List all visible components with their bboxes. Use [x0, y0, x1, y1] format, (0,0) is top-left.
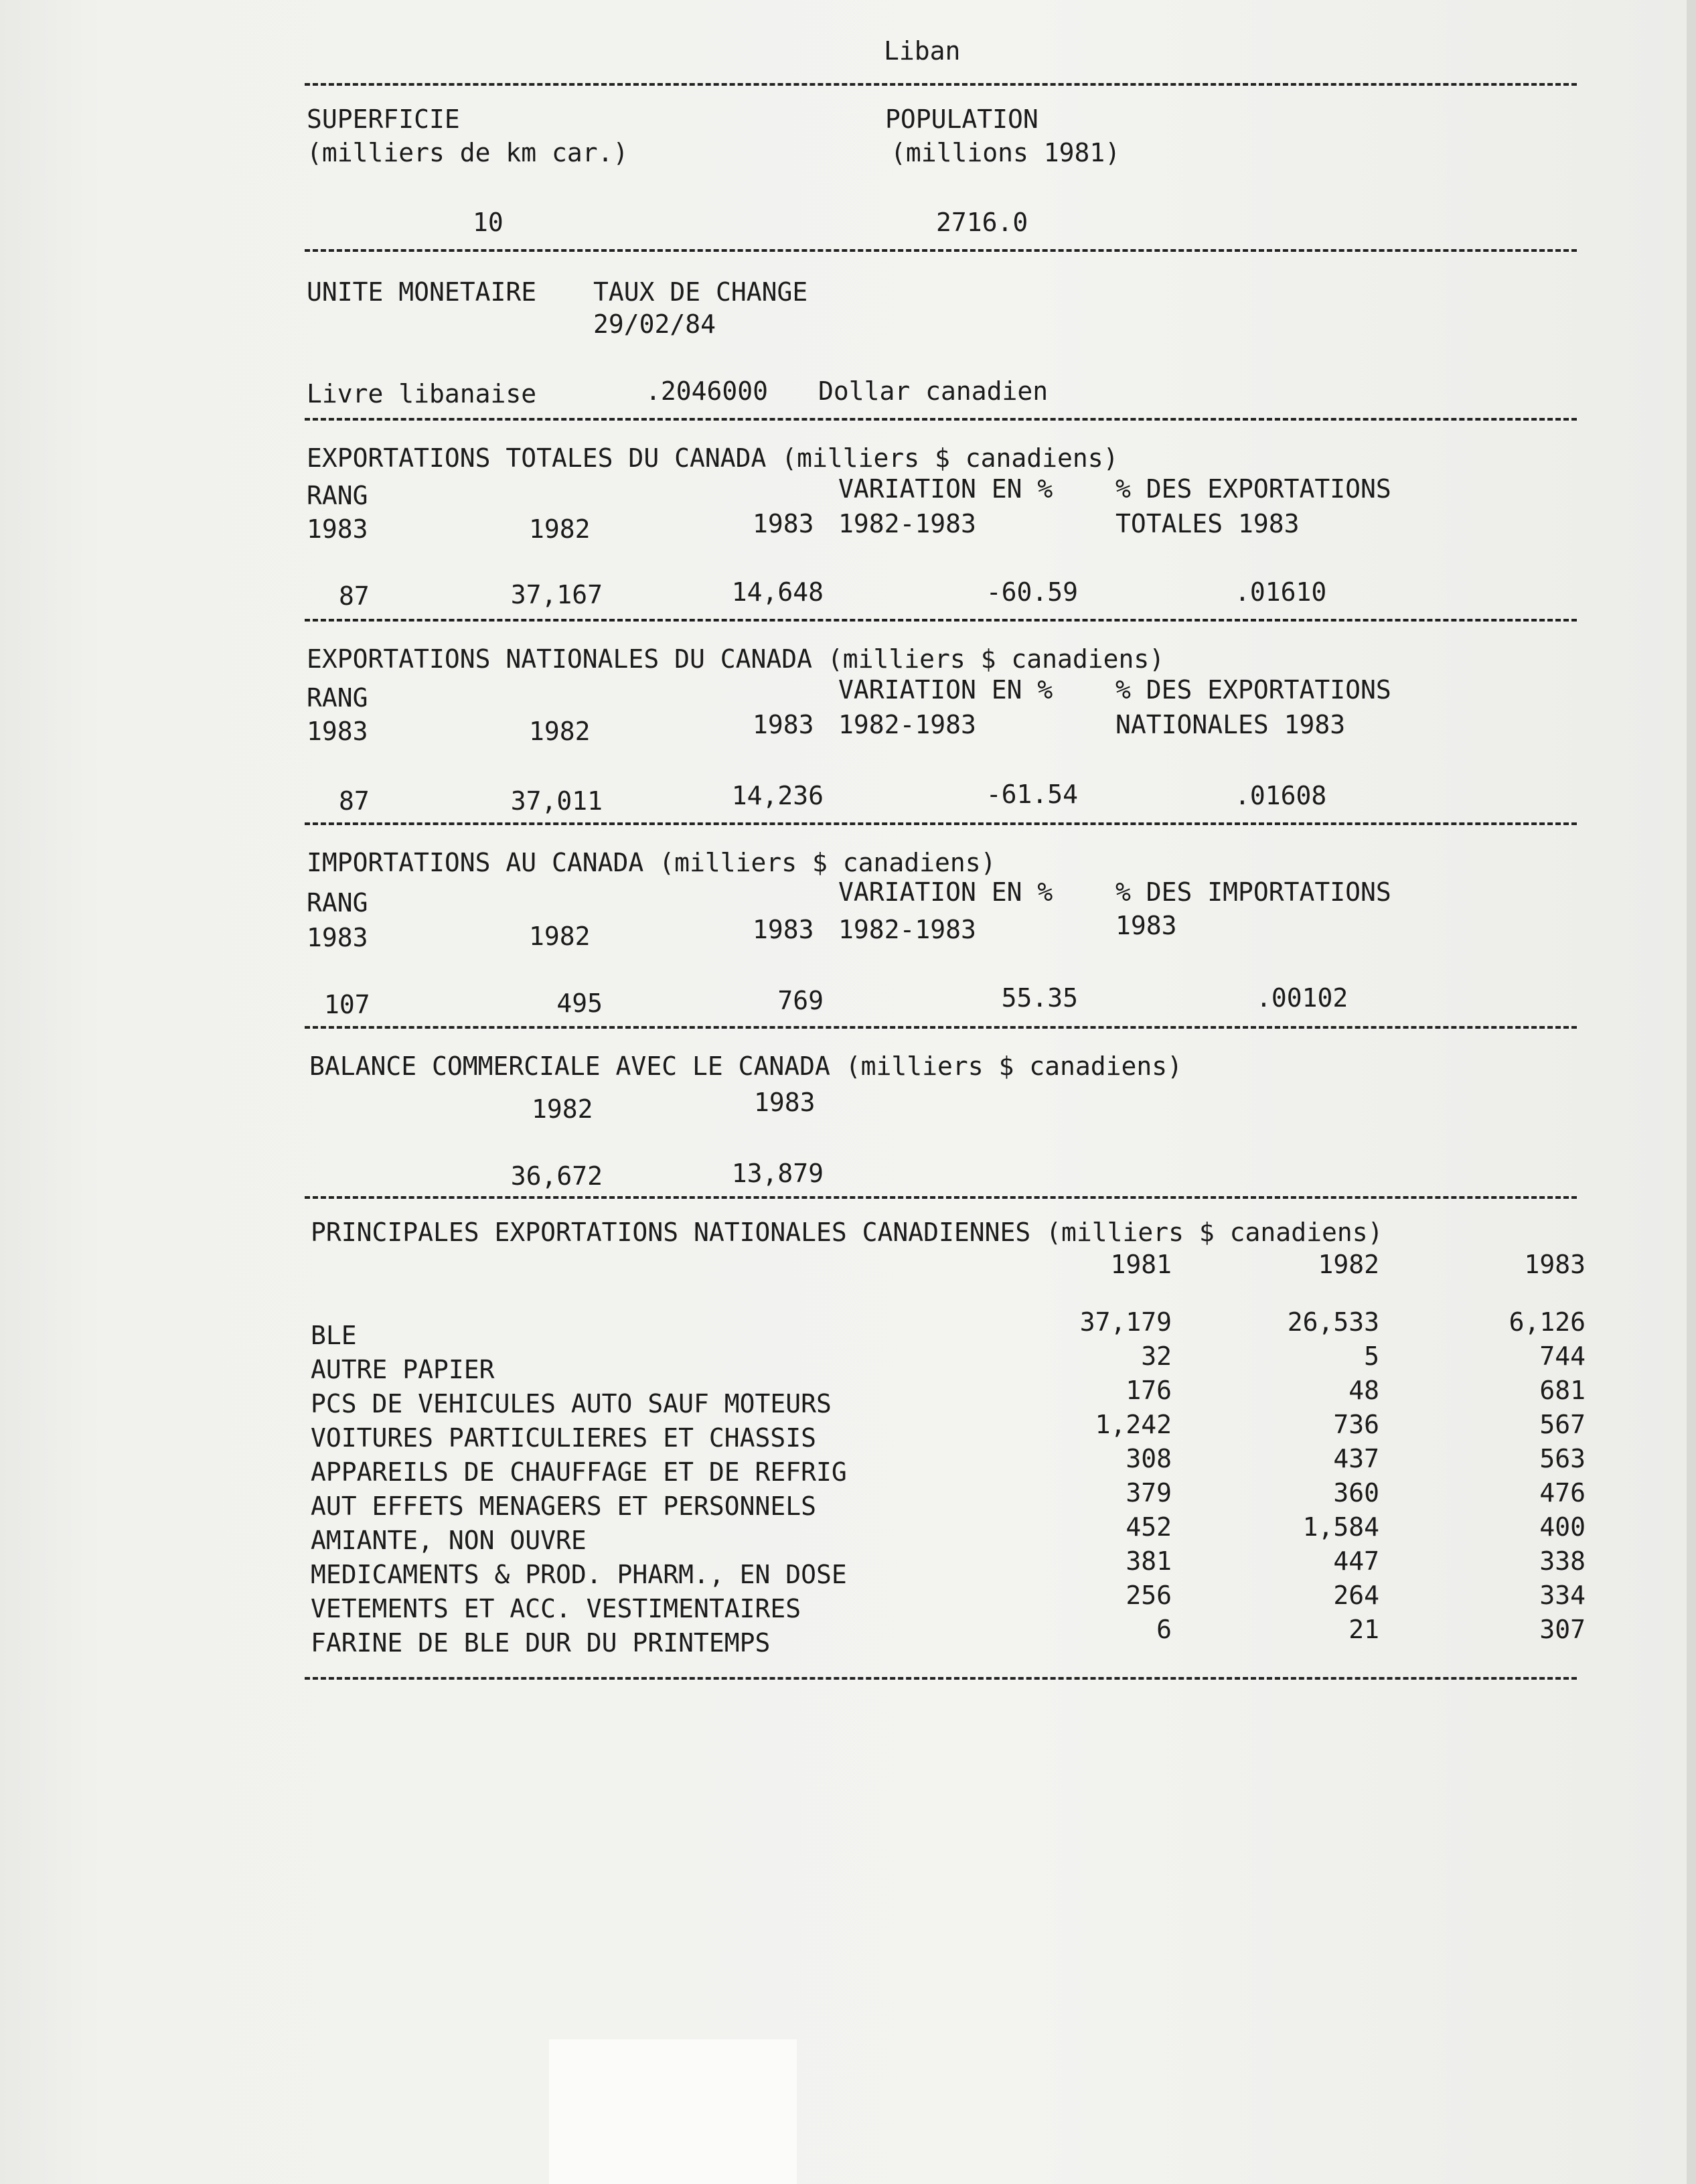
currency-name: Livre libanaise	[307, 379, 537, 409]
export-value-1982: 5	[1364, 1341, 1379, 1371]
imports-year-1983: 1983	[753, 915, 814, 944]
export-value-1981: 1,242	[1095, 1410, 1172, 1439]
total-exports-rank: 87	[339, 581, 370, 611]
export-value-1983: 6,126	[1509, 1307, 1586, 1337]
export-product: PCS DE VEHICULES AUTO SAUF MOTEURS	[311, 1389, 832, 1418]
export-value-1983: 744	[1539, 1341, 1586, 1371]
total-exports-rank-label: RANG	[307, 481, 368, 510]
imports-variation: 55.35	[1001, 983, 1078, 1013]
export-value-1982: 1,584	[1302, 1512, 1379, 1542]
domestic-exports-year-1982: 1982	[529, 717, 591, 746]
export-value-1981: 32	[1141, 1341, 1172, 1371]
principal-exports-year-1983: 1983	[1524, 1250, 1586, 1279]
domestic-exports-variation-label: VARIATION EN %	[838, 675, 1053, 705]
imports-period: 1982-1983	[838, 915, 976, 944]
export-value-1981: 256	[1126, 1581, 1172, 1610]
export-value-1982: 21	[1348, 1615, 1379, 1644]
export-product: VOITURES PARTICULIERES ET CHASSIS	[311, 1423, 816, 1453]
export-value-1982: 360	[1333, 1478, 1379, 1508]
total-exports-share: .01610	[1235, 577, 1327, 607]
export-value-1983: 563	[1539, 1444, 1586, 1473]
divider-rule	[305, 1677, 1577, 1680]
exchange-rate-value: .2046000	[645, 376, 769, 406]
export-product: FARINE DE BLE DUR DU PRINTEMPS	[311, 1628, 771, 1658]
domestic-exports-value-1983: 14,236	[731, 781, 824, 810]
domestic-exports-title: EXPORTATIONS NATIONALES DU CANADA (milliers $ canadiens)	[307, 644, 1165, 674]
domestic-exports-year-1983: 1983	[753, 710, 814, 739]
total-exports-period: 1982-1983	[838, 509, 976, 538]
export-value-1981: 6	[1156, 1615, 1172, 1644]
export-value-1983: 307	[1539, 1615, 1586, 1644]
export-value-1981: 308	[1126, 1444, 1172, 1473]
principal-exports-year-1982: 1982	[1318, 1250, 1379, 1279]
export-value-1983: 476	[1539, 1478, 1586, 1508]
trade-balance-year-1982: 1982	[532, 1094, 593, 1124]
export-value-1981: 381	[1126, 1546, 1172, 1576]
total-exports-variation-label: VARIATION EN %	[838, 474, 1053, 504]
domestic-exports-period: 1982-1983	[838, 710, 976, 739]
imports-rank: 107	[324, 990, 370, 1019]
principal-exports-title: PRINCIPALES EXPORTATIONS NATIONALES CANADIENNES (milliers $ canadiens)	[311, 1218, 1383, 1247]
total-exports-share-year: TOTALES 1983	[1115, 509, 1300, 538]
trade-balance-title: BALANCE COMMERCIALE AVEC LE CANADA (milliers $ canadiens)	[309, 1051, 1183, 1081]
export-value-1981: 176	[1126, 1376, 1172, 1405]
export-product: AUT EFFETS MENAGERS ET PERSONNELS	[311, 1491, 816, 1521]
domestic-exports-share-year: NATIONALES 1983	[1115, 710, 1346, 739]
imports-rank-label: RANG	[307, 888, 368, 918]
export-value-1982: 26,533	[1287, 1307, 1379, 1337]
export-value-1983: 400	[1539, 1512, 1586, 1542]
domestic-exports-value-1982: 37,011	[510, 786, 603, 816]
currency-label: UNITE MONETAIRE	[307, 277, 537, 307]
domestic-exports-share-label: % DES EXPORTATIONS	[1115, 675, 1391, 705]
domestic-exports-rank-year: 1983	[307, 717, 368, 746]
export-product: APPAREILS DE CHAUFFAGE ET DE REFRIG	[311, 1457, 847, 1487]
exchange-rate-date: 29/02/84	[593, 309, 716, 339]
domestic-exports-rank-label: RANG	[307, 683, 368, 713]
trade-balance-value-1982: 36,672	[510, 1161, 603, 1191]
total-exports-year-1983: 1983	[753, 509, 814, 538]
trade-balance-year-1983: 1983	[754, 1088, 816, 1117]
area-unit: (milliers de km car.)	[307, 138, 629, 167]
total-exports-title: EXPORTATIONS TOTALES DU CANADA (milliers $ canadiens)	[307, 443, 1119, 473]
divider-rule	[305, 418, 1577, 421]
domestic-exports-share: .01608	[1235, 781, 1327, 810]
area-label: SUPERFICIE	[307, 104, 460, 134]
export-value-1981: 379	[1126, 1478, 1172, 1508]
divider-rule	[305, 822, 1577, 825]
imports-title: IMPORTATIONS AU CANADA (milliers $ canadiens)	[307, 848, 996, 877]
imports-year-1982: 1982	[529, 922, 591, 951]
exchange-rate-label: TAUX DE CHANGE	[593, 277, 808, 307]
export-value-1982: 447	[1333, 1546, 1379, 1576]
imports-share: .00102	[1256, 983, 1348, 1013]
total-exports-rank-year: 1983	[307, 514, 368, 544]
export-value-1982: 437	[1333, 1444, 1379, 1473]
export-value-1983: 567	[1539, 1410, 1586, 1439]
total-exports-value-1983: 14,648	[731, 577, 824, 607]
total-exports-share-label: % DES EXPORTATIONS	[1115, 474, 1391, 504]
total-exports-year-1982: 1982	[529, 514, 591, 544]
page-edge	[1687, 0, 1696, 2184]
exchange-rate-currency: Dollar canadien	[818, 376, 1049, 406]
divider-rule	[305, 249, 1577, 252]
export-product: MEDICAMENTS & PROD. PHARM., EN DOSE	[311, 1560, 847, 1589]
export-product: AUTRE PAPIER	[311, 1355, 495, 1384]
population-unit: (millions 1981)	[891, 138, 1121, 167]
country-title: Liban	[884, 36, 961, 66]
divider-rule	[305, 1026, 1577, 1029]
paper-patch	[549, 2039, 797, 2184]
export-product: BLE	[311, 1321, 357, 1350]
export-product: VETEMENTS ET ACC. VESTIMENTAIRES	[311, 1594, 801, 1623]
export-product: AMIANTE, NON OUVRE	[311, 1526, 587, 1555]
area-value: 10	[473, 208, 504, 237]
export-value-1983: 334	[1539, 1581, 1586, 1610]
trade-balance-value-1983: 13,879	[731, 1159, 824, 1188]
export-value-1983: 681	[1539, 1376, 1586, 1405]
export-value-1981: 452	[1126, 1512, 1172, 1542]
domestic-exports-rank: 87	[339, 786, 370, 816]
divider-rule	[305, 83, 1577, 86]
export-value-1981: 37,179	[1079, 1307, 1172, 1337]
total-exports-value-1982: 37,167	[510, 580, 603, 609]
imports-share-label: % DES IMPORTATIONS	[1115, 877, 1391, 907]
imports-value-1983: 769	[777, 986, 824, 1015]
divider-rule	[305, 619, 1577, 622]
population-label: POPULATION	[885, 104, 1038, 134]
imports-share-year: 1983	[1115, 911, 1177, 940]
divider-rule	[305, 1196, 1577, 1199]
imports-rank-year: 1983	[307, 923, 368, 952]
principal-exports-year-1981: 1981	[1110, 1250, 1172, 1279]
population-value: 2716.0	[936, 208, 1028, 237]
imports-variation-label: VARIATION EN %	[838, 877, 1053, 907]
export-value-1983: 338	[1539, 1546, 1586, 1576]
imports-value-1982: 495	[556, 989, 603, 1018]
total-exports-variation: -60.59	[986, 577, 1078, 607]
export-value-1982: 264	[1333, 1581, 1379, 1610]
export-value-1982: 48	[1348, 1376, 1379, 1405]
domestic-exports-variation: -61.54	[986, 780, 1078, 809]
export-value-1982: 736	[1333, 1410, 1379, 1439]
